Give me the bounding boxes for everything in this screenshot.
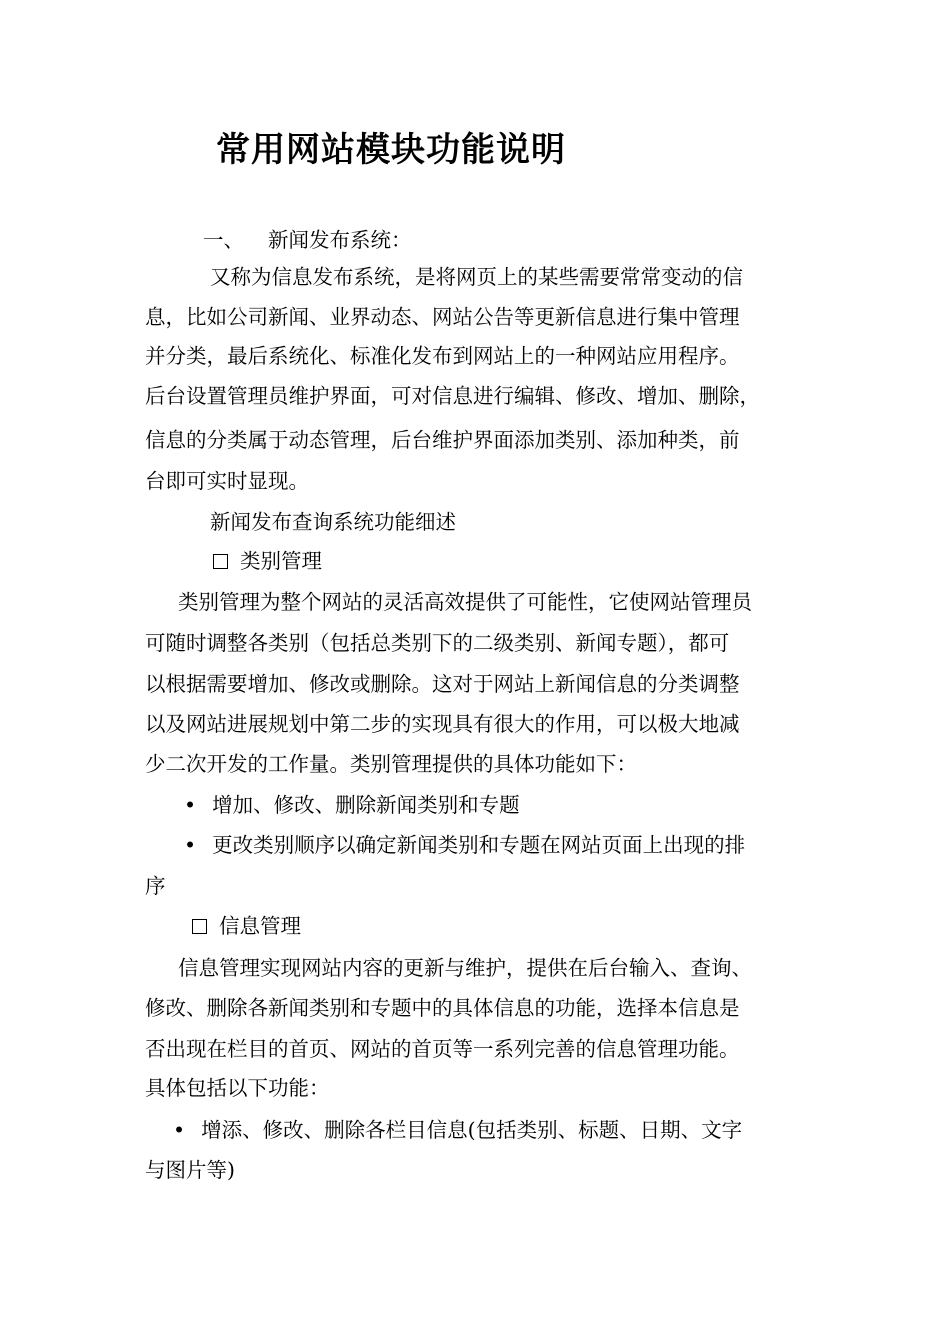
info-management-heading: [192, 911, 301, 941]
category-bullet-item: [184, 790, 520, 820]
section-heading: [203, 225, 412, 255]
checkbox-square-icon: [192, 919, 207, 934]
category-line: 可随时调整各类别（包括总类别下的二级类别、新闻专题），都可: [145, 631, 730, 655]
intro-line: 又称为信息发布系统，是将网页上的某些需要常常变动的信: [210, 265, 743, 289]
info-line: 修改、删除各新闻类别和专题中的具体信息的功能，选择本信息是: [145, 996, 740, 1020]
bullet-icon: •: [173, 1118, 186, 1142]
info-management-title: 信息管理: [219, 914, 301, 938]
document-title: 常用网站模块功能说明: [216, 130, 566, 170]
bullet-text: 更改类别顺序以确定新闻类别和专题在网站页面上出现的排: [212, 833, 746, 857]
subheading: 新闻发布查询系统功能细述: [210, 510, 456, 534]
bullet-continuation: 序: [145, 874, 166, 898]
category-management-title: 类别管理: [240, 549, 322, 573]
intro-line: 台即可实时显现。: [145, 469, 309, 493]
bullet-icon: •: [184, 793, 197, 817]
info-line: 否出现在栏目的首页、网站的首页等一系列完善的信息管理功能。: [145, 1037, 740, 1061]
category-management-heading: [213, 546, 322, 576]
bullet-icon: •: [184, 833, 197, 857]
checkbox-square-icon: [213, 554, 228, 569]
category-line: 少二次开发的工作量。类别管理提供的具体功能如下：: [145, 752, 637, 776]
intro-line: 信息的分类属于动态管理，后台维护界面添加类别、添加种类，前: [145, 428, 740, 452]
intro-line: 并分类，最后系统化、标准化发布到网站上的一种网站应用程序。: [145, 344, 740, 368]
bullet-continuation: 与图片等): [145, 1158, 235, 1182]
bullet-text: 增添、修改、删除各栏目信息(包括类别、标题、日期、文字: [201, 1118, 743, 1142]
info-line: 具体包括以下功能：: [145, 1076, 330, 1100]
category-line: 类别管理为整个网站的灵活高效提供了可能性，它使网站管理员: [178, 590, 752, 614]
intro-line: 后台设置管理员维护界面，可对信息进行编辑、修改、增加、删除，: [145, 384, 760, 408]
category-line: 以及网站进展规划中第二步的实现具有很大的作用，可以极大地减: [145, 712, 740, 736]
info-bullet-item: [173, 1115, 742, 1145]
section-number: 一、: [203, 228, 244, 252]
category-bullet-item: [184, 830, 745, 860]
section-title: 新闻发布系统：: [268, 228, 412, 252]
bullet-text: 增加、修改、删除新闻类别和专题: [212, 793, 520, 817]
info-line: 信息管理实现网站内容的更新与维护，提供在后台输入、查询、: [178, 956, 752, 980]
intro-line: 息，比如公司新闻、业界动态、网站公告等更新信息进行集中管理: [145, 305, 740, 329]
category-line: 以根据需要增加、修改或删除。这对于网站上新闻信息的分类调整: [145, 672, 740, 696]
